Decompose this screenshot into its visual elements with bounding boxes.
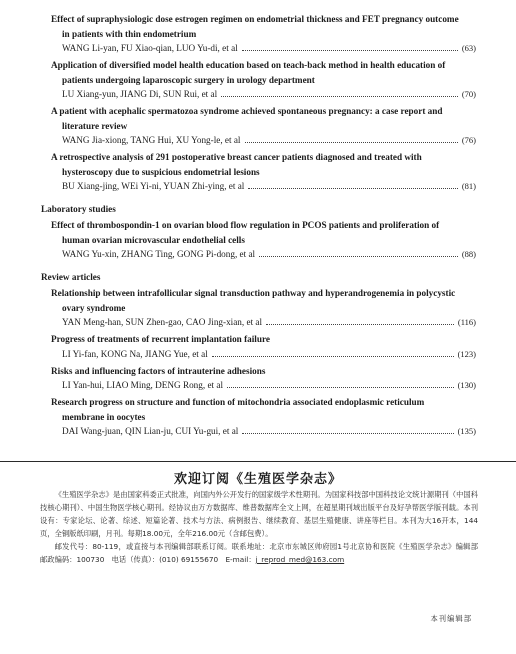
article-title (51, 150, 476, 179)
subscription-contact (40, 540, 486, 566)
article-byline (51, 315, 476, 330)
article-title-line-1: A patient with acephalic spermatozoa syndrome achieved spontaneous pregnancy: a case report and (51, 106, 443, 116)
page-number: (135) (457, 426, 476, 436)
page-number: (116) (457, 317, 476, 327)
table-of-contents (0, 12, 516, 441)
toc-group-laboratory (0, 218, 516, 262)
dot-leader (245, 142, 458, 143)
article-authors: LI Yi-fan, KONG Na, JIANG Yue, et al (62, 348, 208, 359)
toc-entry[interactable] (51, 395, 476, 439)
page-number: (130) (457, 380, 476, 390)
page-number: (81) (461, 181, 476, 191)
article-byline (51, 133, 476, 148)
article-authors: WANG Yu-xin, ZHANG Ting, GONG Pi-dong, et al (62, 249, 256, 259)
dot-leader (248, 188, 457, 189)
article-title-line-1: Research progress on structure and function of mitochondria associated endoplasmic reticulum (51, 397, 425, 407)
article-title (51, 12, 476, 41)
toc-group-review (0, 286, 516, 439)
article-authors: LI Yan-hui, LIAO Ming, DENG Rong, et al (62, 380, 224, 390)
toc-entry[interactable] (51, 12, 476, 56)
article-authors: DAI Wang-juan, QIN Lian-ju, CUI Yu-gui, et al (62, 426, 239, 436)
dot-leader (266, 324, 454, 325)
subscription-title: 欢迎订阅《生殖医学杂志》 (173, 472, 342, 487)
article-title-line-2: in patients with thin endometrium (62, 28, 197, 39)
toc-entry[interactable] (51, 58, 476, 102)
page-number: (76) (461, 135, 476, 145)
section-heading-review: Review articles (41, 272, 101, 282)
toc-entry[interactable] (51, 150, 476, 194)
article-authors: LU Xiang-yun, JIANG Di, SUN Rui, et al (62, 89, 218, 99)
article-title (51, 395, 476, 424)
article-title (51, 332, 476, 347)
contact-info: 邮发代号：80-119，或直接与本刊编辑部联系订阅。联系地址：北京市东城区帅府园1号北京协和医院《生殖医学杂志》编辑部 邮政编码：100730 电话（传真）：(010) 69155670 E-mail： (40, 542, 486, 564)
article-byline (51, 247, 476, 262)
dot-leader (242, 433, 453, 434)
article-title-line-1: Risks and influencing factors of intrauterine adhesions (51, 365, 266, 376)
divider (0, 461, 516, 462)
subscription-notice (40, 488, 486, 566)
article-title-line-1: Effect of thrombospondin-1 on ovarian blood flow regulation in PCOS patients and proliferation of (51, 220, 440, 230)
article-authors: YAN Meng-han, SUN Zhen-gao, CAO Jing-xian, et al (62, 317, 263, 327)
article-title-line-1: Relationship between intrafollicular signal transduction pathway and hyperandrogenemia in polycystic (51, 288, 456, 298)
toc-entry[interactable] (51, 218, 476, 262)
article-title (51, 364, 476, 379)
article-byline (51, 179, 476, 194)
toc-entry[interactable] (51, 104, 476, 148)
article-title-line-2: membrane in oocytes (62, 411, 146, 422)
article-title (51, 286, 476, 315)
article-byline (51, 87, 476, 102)
article-title-line-2: ovary syndrome (62, 302, 126, 313)
article-authors: BU Xiang-jing, WEi Yi-ni, YUAN Zhi-ying, et al (62, 181, 245, 191)
article-title-line-2: literature review (62, 120, 128, 131)
article-byline (51, 378, 476, 393)
page-number: (88) (461, 249, 476, 259)
article-title-line-2: patients undergoing laparoscopic surgery in urology department (62, 74, 315, 85)
toc-entry[interactable] (51, 332, 476, 362)
toc-group-clinical (0, 12, 516, 194)
toc-entry[interactable] (51, 286, 476, 330)
article-byline (51, 424, 476, 439)
article-title-line-1: A retrospective analysis of 291 postoperative breast cancer patients diagnosed and treated with (51, 152, 422, 162)
editorial-signature: 本刊编辑部 (430, 614, 472, 623)
article-title (51, 58, 476, 87)
toc-entry[interactable] (51, 364, 476, 394)
article-title (51, 104, 476, 133)
dot-leader (227, 387, 454, 388)
article-title-line-1: Progress of treatments of recurrent implantation failure (51, 334, 270, 344)
page-number: (63) (461, 43, 476, 53)
article-title-line-1: Application of diversified model health education based on teach-back method in health education of (51, 60, 446, 70)
dot-leader (259, 256, 458, 257)
subscription-description: 《生殖医学杂志》是由国家科委正式批准，向国内外公开发行的国家级学术性期刊。为国家科技部中国科技论文统计源期刊（中国科技核心期刊）、中国生物医学核心期刊。经协议由万方数据库、维普数据库全文上网，在超星期刊域出版平台及好孕帮医学版刊载。本刊设有：专家论坛、论著、综述、短篇论著、技术与方法、病例报告、继续教育、基层生殖健康、讲座等栏目。本刊为大16开本，144页，全铜版纸印刷，月刊。每期18.00元，全年216.00元（含邮包费）。 (40, 490, 478, 538)
article-byline (51, 41, 476, 56)
section-heading-laboratory: Laboratory studies (41, 204, 116, 214)
article-authors: WANG Jia-xiong, TANG Hui, XU Yong-le, et al (62, 135, 241, 145)
article-title-line-2: hysteroscopy due to suspicious endometrial lesions (62, 166, 260, 177)
article-title-line-2: human ovarian microvascular endothelial cells (62, 234, 245, 245)
article-title (51, 218, 476, 247)
email-link[interactable]: j_reprod_med@163.com (255, 555, 345, 564)
dot-leader (212, 356, 454, 357)
dot-leader (221, 96, 458, 97)
page-number: (70) (461, 89, 476, 99)
page-number: (123) (457, 348, 476, 359)
article-byline (51, 347, 476, 362)
article-authors: WANG Li-yan, FU Xiao-qian, LUO Yu-di, et al (62, 43, 238, 53)
dot-leader (242, 50, 458, 51)
article-title-line-1: Effect of supraphysiologic dose estrogen regimen on endometrial thickness and FET pregnancy outcome (51, 14, 459, 24)
